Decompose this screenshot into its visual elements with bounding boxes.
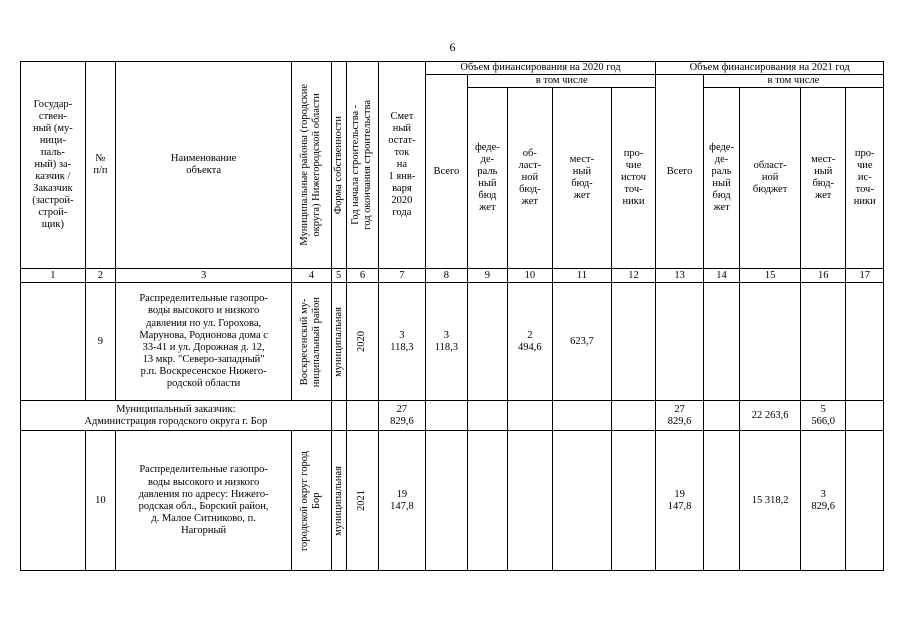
customer-row-loc2021: 5 566,0 [800,401,846,431]
row1-num: 9 [85,283,115,401]
header-name: Наименование объекта [116,62,292,269]
row1-estimate: 3 118,3 [379,283,426,401]
table-row [21,431,884,571]
header-reg2020: об- ласт- ной бюд- жет [507,88,553,269]
header-incl2020: в том числе [468,75,656,88]
row2-loc2021: 3 829,6 [800,431,846,571]
customer-row-total2020 [425,401,467,431]
row2-oth2020 [611,431,656,571]
customer-row-fed2020 [468,401,507,431]
header-fed2020: феде- де- раль ный бюд жет [468,88,507,269]
header-ownership-text: Форма собственности [332,115,344,215]
row1-total2021 [656,283,704,401]
header-districts-text: Муниципальные районы (городские округа) Нижегородской области [299,84,323,246]
header-fin2020: Объем финансирования на 2020 год [425,62,656,75]
financing-table [20,61,884,571]
customer-row-reg2020 [507,401,553,431]
row1-years [346,283,378,401]
row1-oth2020 [611,283,656,401]
col-number: 17 [846,269,884,283]
header-fin2021: Объем финансирования на 2021 год [656,62,884,75]
row2-district [292,431,331,571]
col-number: 4 [292,269,331,283]
row2-ownership [331,431,346,571]
row2-estimate: 19 147,8 [379,431,426,571]
customer-row-label: Муниципальный заказчик: Администрация городского округа г. Бор [21,401,332,431]
row1-ownership-text: муниципальная [332,306,344,377]
col-number: 10 [507,269,553,283]
customer-row-estimate: 27 829,6 [379,401,426,431]
col-number: 2 [85,269,115,283]
row2-oth2021 [846,431,884,571]
row1-loc2020: 623,7 [553,283,612,401]
col-number: 7 [379,269,426,283]
header-years [346,62,378,269]
row1-reg2020: 2 494,6 [507,283,553,401]
row2-loc2020 [553,431,612,571]
row2-fed2021 [703,431,739,571]
customer-row-ownership [331,401,346,431]
row2-years-text: 2021 [356,490,368,512]
header-years-text: Год начала строительства - год окончания строительства [350,100,374,230]
row1-customer [21,283,86,401]
col-number: 3 [116,269,292,283]
row1-years-text: 2020 [356,331,368,353]
col-number: 6 [346,269,378,283]
header-estimate: Смет ный остат- ток на 1 янв- варя 2020 года [379,62,426,269]
row2-total2020 [425,431,467,571]
row1-fed2020 [468,283,507,401]
row1-oth2021 [846,283,884,401]
header-incl2021: в том числе [703,75,883,88]
row1-district [292,283,331,401]
header-total2020: Всего [425,75,467,269]
row2-years [346,431,378,571]
header-oth2020: про- чие источ точ- ники [611,88,656,269]
customer-row-fed2021 [703,401,739,431]
row2-customer [21,431,86,571]
row1-name: Распределительные газопро- воды высокого и низкого давления по ул. Горохова, Марунова, Родионова дома с 33-41 и ул. Дорожная д. 12, 13 мкр. "Северо-западный" р.п. Воскресенское Нижего- родской области [116,283,292,401]
customer-row [21,401,884,431]
table-row [21,283,884,401]
header-total2021: Всего [656,75,704,269]
col-number: 8 [425,269,467,283]
row1-total2020: 3 118,3 [425,283,467,401]
header-customer: Государ- ствен- ный (му- ници- паль- ный) за- казчик / Заказчик (застрой- строй- щик) [21,62,86,269]
header-num: № п/п [85,62,115,269]
row2-fed2020 [468,431,507,571]
row2-name: Распределительные газопро- воды высокого и низкого давления по адресу: Нижего- родская обл., Борский район, д. Малое Ситниково, п. Нагорный [116,431,292,571]
row1-reg2021 [740,283,801,401]
header-fed2021: феде- де- раль ный бюд жет [703,88,739,269]
column-numbers-row [21,269,884,283]
row2-ownership-text: муниципальная [332,465,344,536]
row2-num: 10 [85,431,115,571]
col-number: 13 [656,269,704,283]
header-oth2021: про- чие ис- точ- ники [846,88,884,269]
header-loc2020: мест- ный бюд- жет [553,88,612,269]
header-districts [292,62,331,269]
header-loc2021: мест- ный бюд- жет [800,88,846,269]
row2-district-text: городской округ город Бор [299,450,323,551]
page-number: 6 [449,40,456,54]
row1-fed2021 [703,283,739,401]
row2-reg2020 [507,431,553,571]
customer-row-oth2020 [611,401,656,431]
col-number: 5 [331,269,346,283]
col-number: 9 [468,269,507,283]
customer-row-years [346,401,378,431]
col-number: 15 [740,269,801,283]
customer-row-loc2020 [553,401,612,431]
customer-row-reg2021: 22 263,6 [740,401,801,431]
row1-loc2021 [800,283,846,401]
col-number: 1 [21,269,86,283]
row2-reg2021: 15 318,2 [740,431,801,571]
customer-row-oth2021 [846,401,884,431]
col-number: 16 [800,269,846,283]
col-number: 11 [553,269,612,283]
row2-total2021: 19 147,8 [656,431,704,571]
customer-row-total2021: 27 829,6 [656,401,704,431]
header-reg2021: област- ной бюджет [740,88,801,269]
header-ownership [331,62,346,269]
row1-district-text: Воскресенский му- ниципальный район [299,296,323,387]
row1-ownership [331,283,346,401]
col-number: 12 [611,269,656,283]
col-number: 14 [703,269,739,283]
